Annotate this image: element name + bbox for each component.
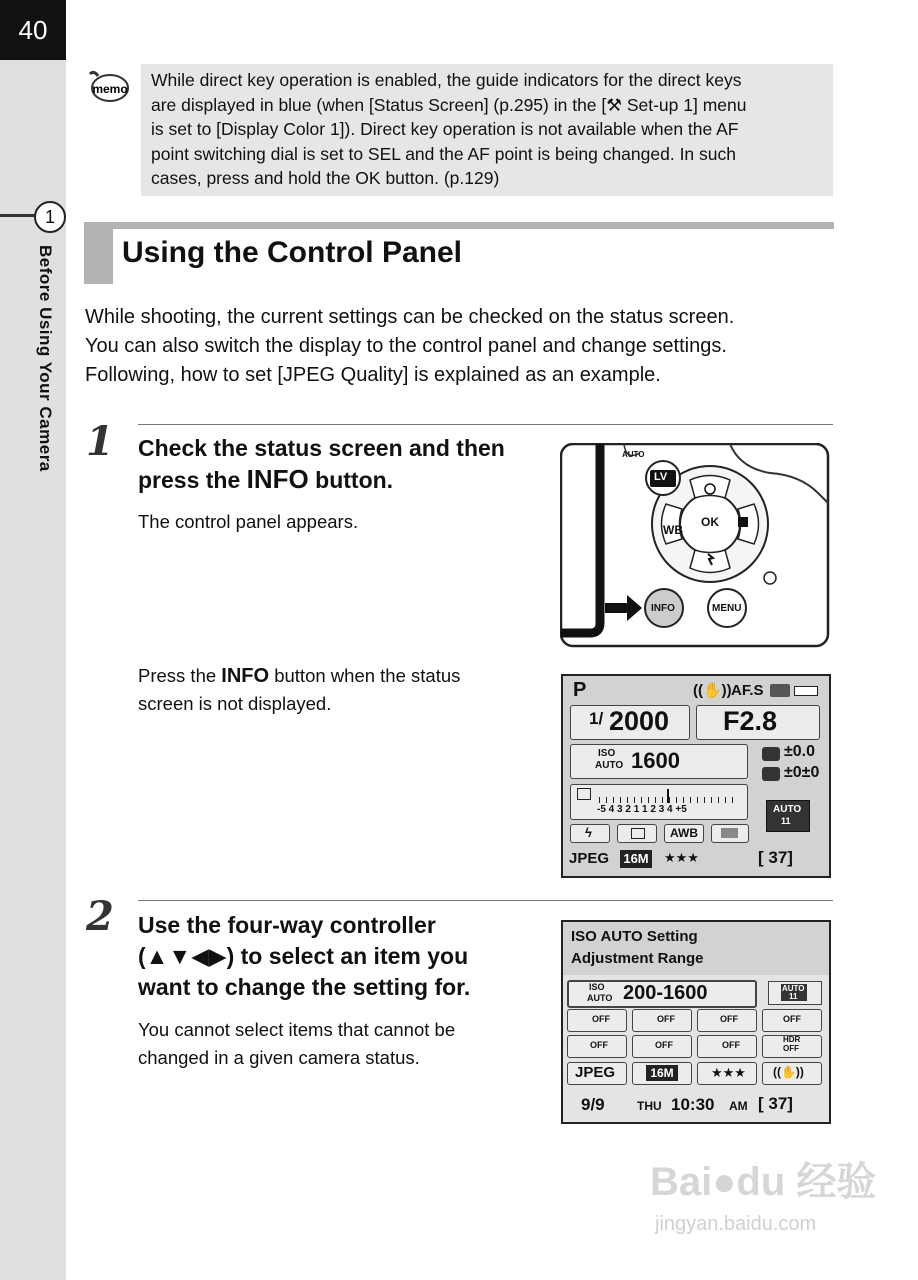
exposure-scale-labels: -5 4 3 2 1 1 2 3 4 +5 (597, 804, 687, 815)
shutter-cell (570, 705, 690, 740)
memo-icon (86, 68, 130, 104)
exposure-scale-cell (570, 784, 748, 820)
chapter-tab-line (0, 214, 36, 217)
section-rule (84, 222, 834, 229)
auto-label: AUTO (622, 450, 645, 459)
step-2-rule (138, 900, 833, 901)
iso-label: ISO (598, 748, 616, 759)
flash-mode-cell (570, 824, 610, 843)
jpeg-quality: ★★★ (664, 850, 699, 865)
current-time: 10:30 (671, 1095, 715, 1114)
panel-cell-jpeg-quality[interactable] (697, 1062, 757, 1085)
menu-button-label: MENU (712, 603, 742, 614)
step-2-heading-line: Use the four-way controller (138, 912, 436, 938)
drive-mode-cell (617, 824, 657, 843)
info-key-label: INFO (221, 665, 270, 687)
info-button-label: INFO (651, 603, 675, 614)
ev-comp-icon (577, 788, 591, 800)
iso-value: 1600 (631, 748, 680, 773)
image-size: 16M (646, 1065, 678, 1081)
note-text: Press the (138, 665, 222, 686)
panel-title-line1: ISO AUTO Setting (571, 928, 698, 945)
step-1-heading (138, 433, 538, 496)
step-2-body (138, 1016, 548, 1072)
auto-badge-number: 11 (789, 992, 798, 1001)
section-intro (85, 303, 845, 390)
file-format: JPEG (575, 1064, 616, 1081)
memo-line: is set to [Display Color 1]). Direct key operation is not available when the AF (151, 119, 739, 139)
step-1-heading-line: Check the status screen and then (138, 435, 505, 461)
off-label: OFF (592, 1014, 610, 1024)
camera-back-illustration (560, 443, 830, 648)
aperture-value: F2.8 (723, 706, 778, 736)
step-2-heading-line: want to change the setting for. (138, 974, 471, 1000)
intro-line: Following, how to set [JPEG Quality] is explained as an example. (85, 364, 661, 386)
control-panel-screen (561, 920, 831, 1124)
wb-cell (664, 824, 704, 843)
custom-image-icon (721, 828, 738, 838)
wb-shift: ±0±0 (784, 764, 820, 781)
remaining-shots: [ 37] (758, 848, 793, 867)
awb-label: AWB (670, 826, 698, 840)
memo-line: are displayed in blue (when [Status Screen] (p.295) in the [⚒ Set-up 1] menu (151, 94, 747, 115)
shake-reduction-icon: ((✋)) (693, 682, 732, 699)
dial-right-icon (738, 517, 748, 527)
single-frame-icon (631, 828, 645, 839)
image-size: 16M (620, 850, 652, 868)
wb-shift-icon (762, 767, 780, 781)
step-1-heading-line (138, 464, 538, 496)
auto-badge-label: AUTO (782, 984, 805, 993)
off-label: OFF (783, 1044, 799, 1053)
iso-auto-label: AUTO (595, 760, 624, 771)
auto-badge-cell[interactable] (768, 981, 822, 1005)
status-screen (561, 674, 831, 878)
note-line: screen is not displayed. (138, 693, 332, 714)
step-2-heading (138, 910, 548, 1003)
baidu-watermark-url: jingyan.baidu.com (655, 1213, 817, 1235)
off-label: OFF (657, 1014, 675, 1024)
metering-icon (770, 684, 790, 697)
jpeg-quality: ★★★ (711, 1065, 746, 1080)
auto-badge (781, 984, 807, 1001)
body-line: You cannot select items that cannot be (138, 1019, 456, 1040)
auto-badge-label: AUTO (773, 804, 802, 815)
iso-range-cell[interactable] (567, 980, 757, 1008)
note-line (138, 662, 538, 690)
shake-reduction-icon: ((✋)) (773, 1065, 804, 1079)
memo-icon-label: memo (92, 82, 128, 96)
chapter-sidebar (0, 0, 66, 1280)
exposure-center-mark (667, 789, 669, 803)
battery-icon (794, 686, 818, 696)
panel-title-line2: Adjustment Range (571, 950, 704, 967)
panel-cell-multi-exposure[interactable] (632, 1035, 692, 1058)
exposure-mode: P (573, 679, 587, 701)
iso-auto-label: AUTO (587, 993, 613, 1003)
step-1-number: 1 (86, 418, 114, 465)
section-marker (84, 222, 113, 284)
am-pm: AM (729, 1099, 748, 1113)
intro-line: You can also switch the display to the control panel and change settings. (85, 335, 727, 357)
off-label: OFF (783, 1014, 801, 1024)
custom-image-cell (711, 824, 749, 843)
baidu-watermark-logo: Bai●du 经验 (650, 1160, 877, 1204)
frame-count: 9/9 (581, 1095, 605, 1114)
panel-cell-hdr-noise[interactable] (762, 1009, 822, 1032)
panel-cell-shake-reduction[interactable] (762, 1062, 822, 1085)
day-of-week: THU (637, 1099, 662, 1113)
hdr-label: HDR (783, 1035, 801, 1044)
memo-line: While direct key operation is enabled, the guide indicators for the direct keys (151, 70, 742, 90)
off-label: OFF (722, 1040, 740, 1050)
heading-text: press the (138, 467, 247, 493)
iso-range: 200-1600 (623, 982, 708, 1004)
lv-button-label: LV (654, 471, 668, 483)
heading-text: button. (308, 467, 394, 493)
step-1-rule (138, 424, 833, 425)
panel-cell-file-format[interactable] (567, 1062, 627, 1085)
panel-cell-hdr[interactable] (762, 1035, 822, 1058)
memo-box (141, 64, 833, 196)
intro-line: While shooting, the current settings can be checked on the status screen. (85, 306, 735, 328)
memo-text (151, 68, 827, 191)
shutter-speed: 2000 (609, 706, 670, 736)
remaining-shots: [ 37] (758, 1094, 793, 1113)
panel-cell-image-size[interactable] (632, 1062, 692, 1085)
auto-badge-number: 11 (781, 816, 791, 826)
panel-cell-noise-reduction[interactable] (697, 1009, 757, 1032)
af-mode: AF.S (731, 682, 764, 699)
shutter-prefix: 1/ (589, 709, 604, 728)
auto-badge (766, 800, 810, 832)
off-label: OFF (720, 1014, 738, 1024)
chapter-title: Before Using Your Camera (36, 245, 55, 472)
step-1-note (138, 662, 538, 718)
off-label: OFF (655, 1040, 673, 1050)
iso-cell (570, 744, 748, 779)
panel-cell-interval[interactable] (697, 1035, 757, 1058)
memo-line: point switching dial is set to SEL and the AF point is being changed. In such (151, 143, 736, 164)
exposure-ticks (599, 797, 739, 803)
body-line: changed in a given camera status. (138, 1047, 420, 1068)
flash-comp-icon (762, 747, 780, 761)
note-text: button when the status (269, 665, 461, 686)
step-1-body: The control panel appears. (138, 511, 359, 532)
step-2-heading-line: (▲▼◀▶) to select an item you (138, 943, 469, 969)
memo-line: cases, press and hold the OK button. (p.129) (151, 168, 500, 188)
step-2-number: 2 (86, 893, 114, 940)
aperture-cell (696, 705, 820, 740)
chapter-number-badge: 1 (34, 201, 66, 233)
iso-label: ISO (589, 982, 605, 992)
ok-button-label: OK (701, 515, 719, 529)
flash-compensation: ±0.0 (784, 743, 816, 760)
wb-button-label: WB (663, 523, 683, 537)
panel-cell-highlight-correction[interactable] (567, 1009, 627, 1032)
off-label: OFF (590, 1040, 608, 1050)
section-title: Using the Control Panel (122, 236, 463, 269)
file-format: JPEG (569, 850, 610, 867)
panel-cell-shadow-correction[interactable] (632, 1009, 692, 1032)
flash-icon: ϟ (585, 825, 592, 840)
panel-cell-lens-correction[interactable] (567, 1035, 627, 1058)
info-key-label: INFO (246, 464, 309, 494)
page-number: 40 (0, 0, 66, 60)
